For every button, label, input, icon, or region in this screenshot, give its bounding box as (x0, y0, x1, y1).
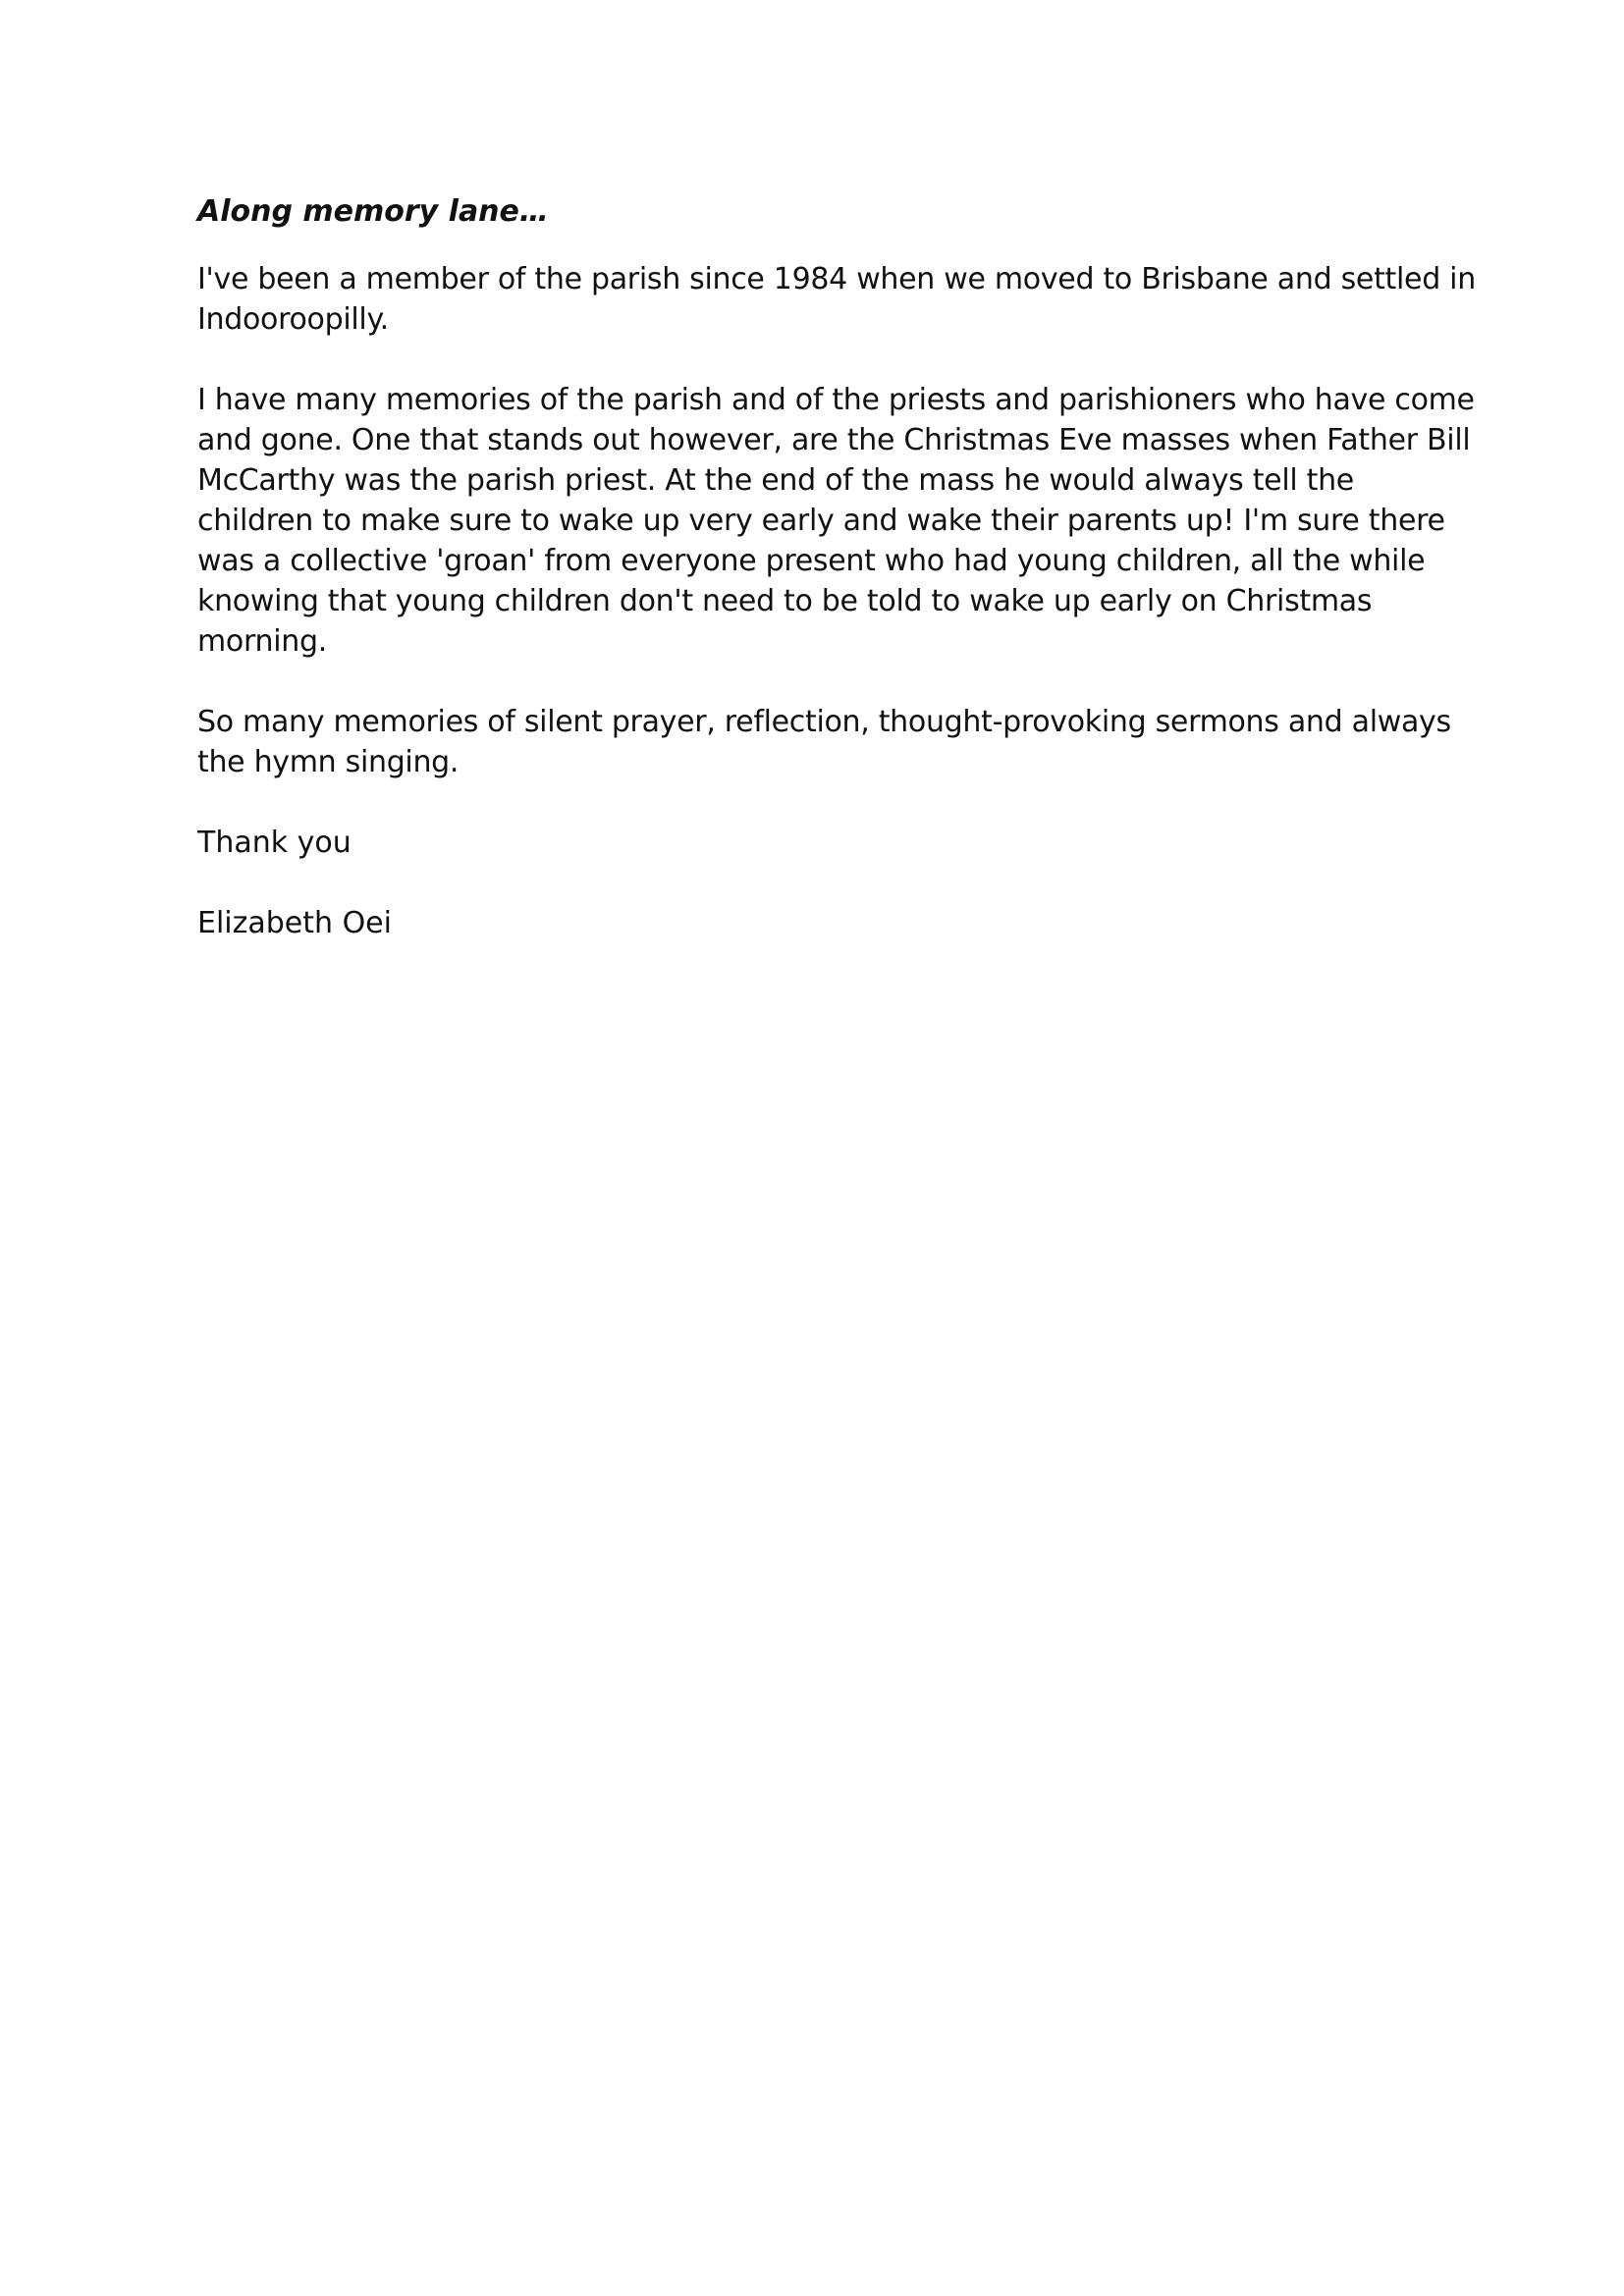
paragraph-line: I have many memories of the parish and of the priests and parishioners who have come (197, 383, 1475, 417)
paragraph-line: McCarthy was the parish priest. At the end of the mass he would always tell the (197, 463, 1354, 498)
letter-title: Along memory lane… (197, 194, 549, 229)
paragraph-1 (197, 259, 1476, 340)
paragraph-2 (197, 380, 1475, 662)
letter-body (197, 192, 1476, 943)
paragraph-line: and gone. One that stands out however, are the Christmas Eve masses when Father Bill (197, 423, 1471, 457)
paragraph-line: was a collective 'groan' from everyone present who had young children, all the while (197, 544, 1426, 578)
paragraph-line: children to make sure to wake up very early and wake their parents up! I'm sure there (197, 504, 1445, 538)
paragraph-line: Indooroopilly. (197, 302, 389, 337)
paragraph-line: I've been a member of the parish since 1984 when we moved to Brisbane and settled in (197, 262, 1476, 296)
closing-line: Thank you (197, 826, 352, 860)
paragraph-3 (197, 702, 1451, 782)
paragraph-line: knowing that young children don't need to be told to wake up early on Christmas (197, 584, 1373, 618)
signature-name: Elizabeth Oei (197, 906, 392, 940)
paragraph-line: morning. (197, 624, 327, 659)
paragraph-line: the hymn singing. (197, 745, 460, 779)
paragraph-line: So many memories of silent prayer, reflection, thought-provoking sermons and always (197, 705, 1451, 739)
